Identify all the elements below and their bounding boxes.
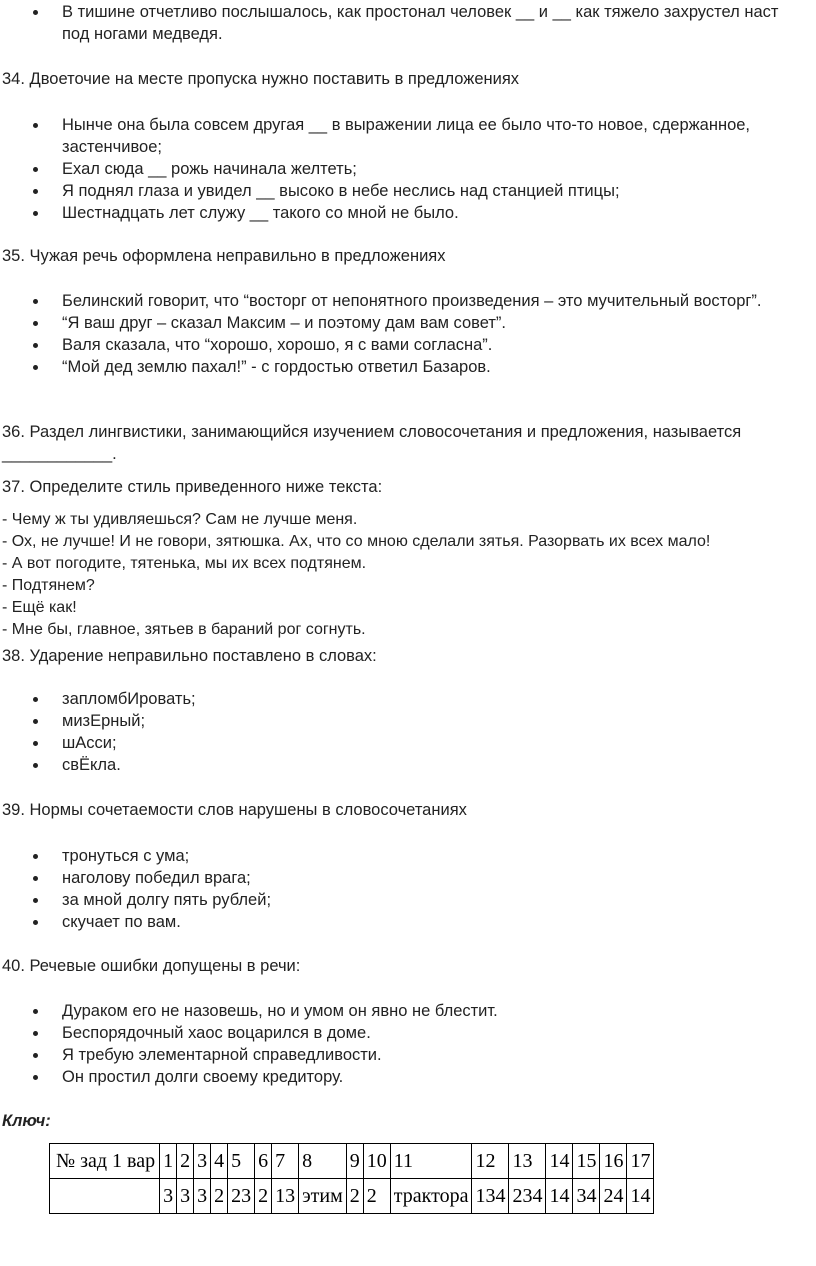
list-item: Он простил долги своему кредитору. [0, 1066, 816, 1088]
dialogue-line: - Мне бы, главное, зятьев в бараний рог согнуть. [2, 621, 366, 638]
list-item: Валя сказала, что “хорошо, хорошо, я с вами согласна”. [0, 334, 816, 356]
list-item: “Я ваш друг – сказал Максим – и поэтому дам вам совет”. [0, 312, 816, 334]
q33-list [0, 1, 816, 45]
task-number-cell: 7 [272, 1144, 299, 1179]
answer-cell: 3 [177, 1179, 194, 1214]
task-number-cell: 17 [627, 1144, 654, 1179]
q38-list [0, 688, 816, 776]
list-item: Дураком его не назовешь, но и умом он явно не блестит. [0, 1000, 816, 1022]
table-row [50, 1144, 654, 1179]
answer-cell: этим [299, 1179, 347, 1214]
list-item: Белинский говорит, что “восторг от непонятного произведения – это мучительный восторг”. [0, 290, 816, 312]
task-number-cell: 14 [546, 1144, 573, 1179]
q35-list [0, 290, 816, 378]
list-item: Нынче она была совсем другая __ в выражении лица ее было что-то новое, сдержанное, застенчивое; [0, 114, 816, 158]
table-row [50, 1179, 654, 1214]
task-number-cell: 10 [363, 1144, 390, 1179]
task-number-cell: 16 [600, 1144, 627, 1179]
list-item: В тишине отчетливо послышалось, как простонал человек __ и __ как тяжело захрустел наст под ногами медведя. [0, 1, 816, 45]
answer-cell: 3 [194, 1179, 211, 1214]
list-item: скучает по вам. [0, 911, 816, 933]
answer-cell: 2 [255, 1179, 272, 1214]
answer-cell: 2 [363, 1179, 390, 1214]
list-item: Я поднял глаза и увидел __ высоко в небе неслись над станцией птицы; [0, 180, 816, 202]
list-item: свЁкла. [0, 754, 816, 776]
answer-cell: 23 [228, 1179, 255, 1214]
answer-key-table [49, 1143, 654, 1214]
task-number-cell: 4 [211, 1144, 228, 1179]
dialogue-line: - Чему ж ты удивляешься? Сам не лучше меня. [2, 511, 358, 528]
task-number-cell: 15 [573, 1144, 600, 1179]
answer-cell: 2 [346, 1179, 363, 1214]
list-item: наголову победил врага; [0, 867, 816, 889]
empty-cell [50, 1179, 160, 1214]
table-header-cell: № зад 1 вар [50, 1144, 160, 1179]
list-item: Шестнадцать лет служу __ такого со мной не было. [0, 202, 816, 224]
answer-cell: трактора [390, 1179, 472, 1214]
question-35-title: 35. Чужая речь оформлена неправильно в предложениях [2, 247, 446, 265]
answer-cell: 14 [546, 1179, 573, 1214]
list-item: тронуться с ума; [0, 845, 816, 867]
q40-list [0, 1000, 816, 1088]
answer-cell: 13 [272, 1179, 299, 1214]
list-item: Я требую элементарной справедливости. [0, 1044, 816, 1066]
question-34-title: 34. Двоеточие на месте пропуска нужно поставить в предложениях [2, 70, 520, 88]
task-number-cell: 8 [299, 1144, 347, 1179]
answer-cell: 134 [472, 1179, 509, 1214]
list-item: шАсси; [0, 732, 816, 754]
dialogue-line: - Ещё как! [2, 599, 77, 616]
task-number-cell: 5 [228, 1144, 255, 1179]
question-36-title: 36. Раздел лингвистики, занимающийся изучением словосочетания и предложения, называется ____________. [2, 423, 742, 463]
list-item: Ехал сюда __ рожь начинала желтеть; [0, 158, 816, 180]
question-40-title: 40. Речевые ошибки допущены в речи: [2, 957, 301, 975]
task-number-cell: 2 [177, 1144, 194, 1179]
question-38-title: 38. Ударение неправильно поставлено в словах: [2, 647, 377, 665]
task-number-cell: 6 [255, 1144, 272, 1179]
dialogue-text [0, 509, 816, 641]
dialogue-line: - Подтянем? [2, 577, 95, 594]
task-number-cell: 3 [194, 1144, 211, 1179]
task-number-cell: 13 [509, 1144, 546, 1179]
list-item: мизЕрный; [0, 710, 816, 732]
task-number-cell: 12 [472, 1144, 509, 1179]
answer-cell: 34 [573, 1179, 600, 1214]
question-39-title: 39. Нормы сочетаемости слов нарушены в словосочетаниях [2, 801, 467, 819]
task-number-cell: 9 [346, 1144, 363, 1179]
question-37-title: 37. Определите стиль приведенного ниже текста: [2, 478, 383, 496]
list-item: за мной долгу пять рублей; [0, 889, 816, 911]
task-number-cell: 1 [160, 1144, 177, 1179]
dialogue-line: - А вот погодите, тятенька, мы их всех подтянем. [2, 555, 367, 572]
answer-cell: 14 [627, 1179, 654, 1214]
answer-cell: 24 [600, 1179, 627, 1214]
answer-cell: 2 [211, 1179, 228, 1214]
q34-list [0, 114, 816, 224]
answer-key-label: Ключ: [2, 1112, 51, 1130]
list-item: запломбИровать; [0, 688, 816, 710]
task-number-cell: 11 [390, 1144, 472, 1179]
answer-cell: 234 [509, 1179, 546, 1214]
q39-list [0, 845, 816, 933]
answer-cell: 3 [160, 1179, 177, 1214]
list-item: “Мой дед землю пахал!” - с гордостью ответил Базаров. [0, 356, 816, 378]
list-item: Беспорядочный хаос воцарился в доме. [0, 1022, 816, 1044]
dialogue-line: - Ох, не лучше! И не говори, зятюшка. Ах, что со мною сделали зятья. Разорвать их всех мало! [2, 533, 711, 550]
